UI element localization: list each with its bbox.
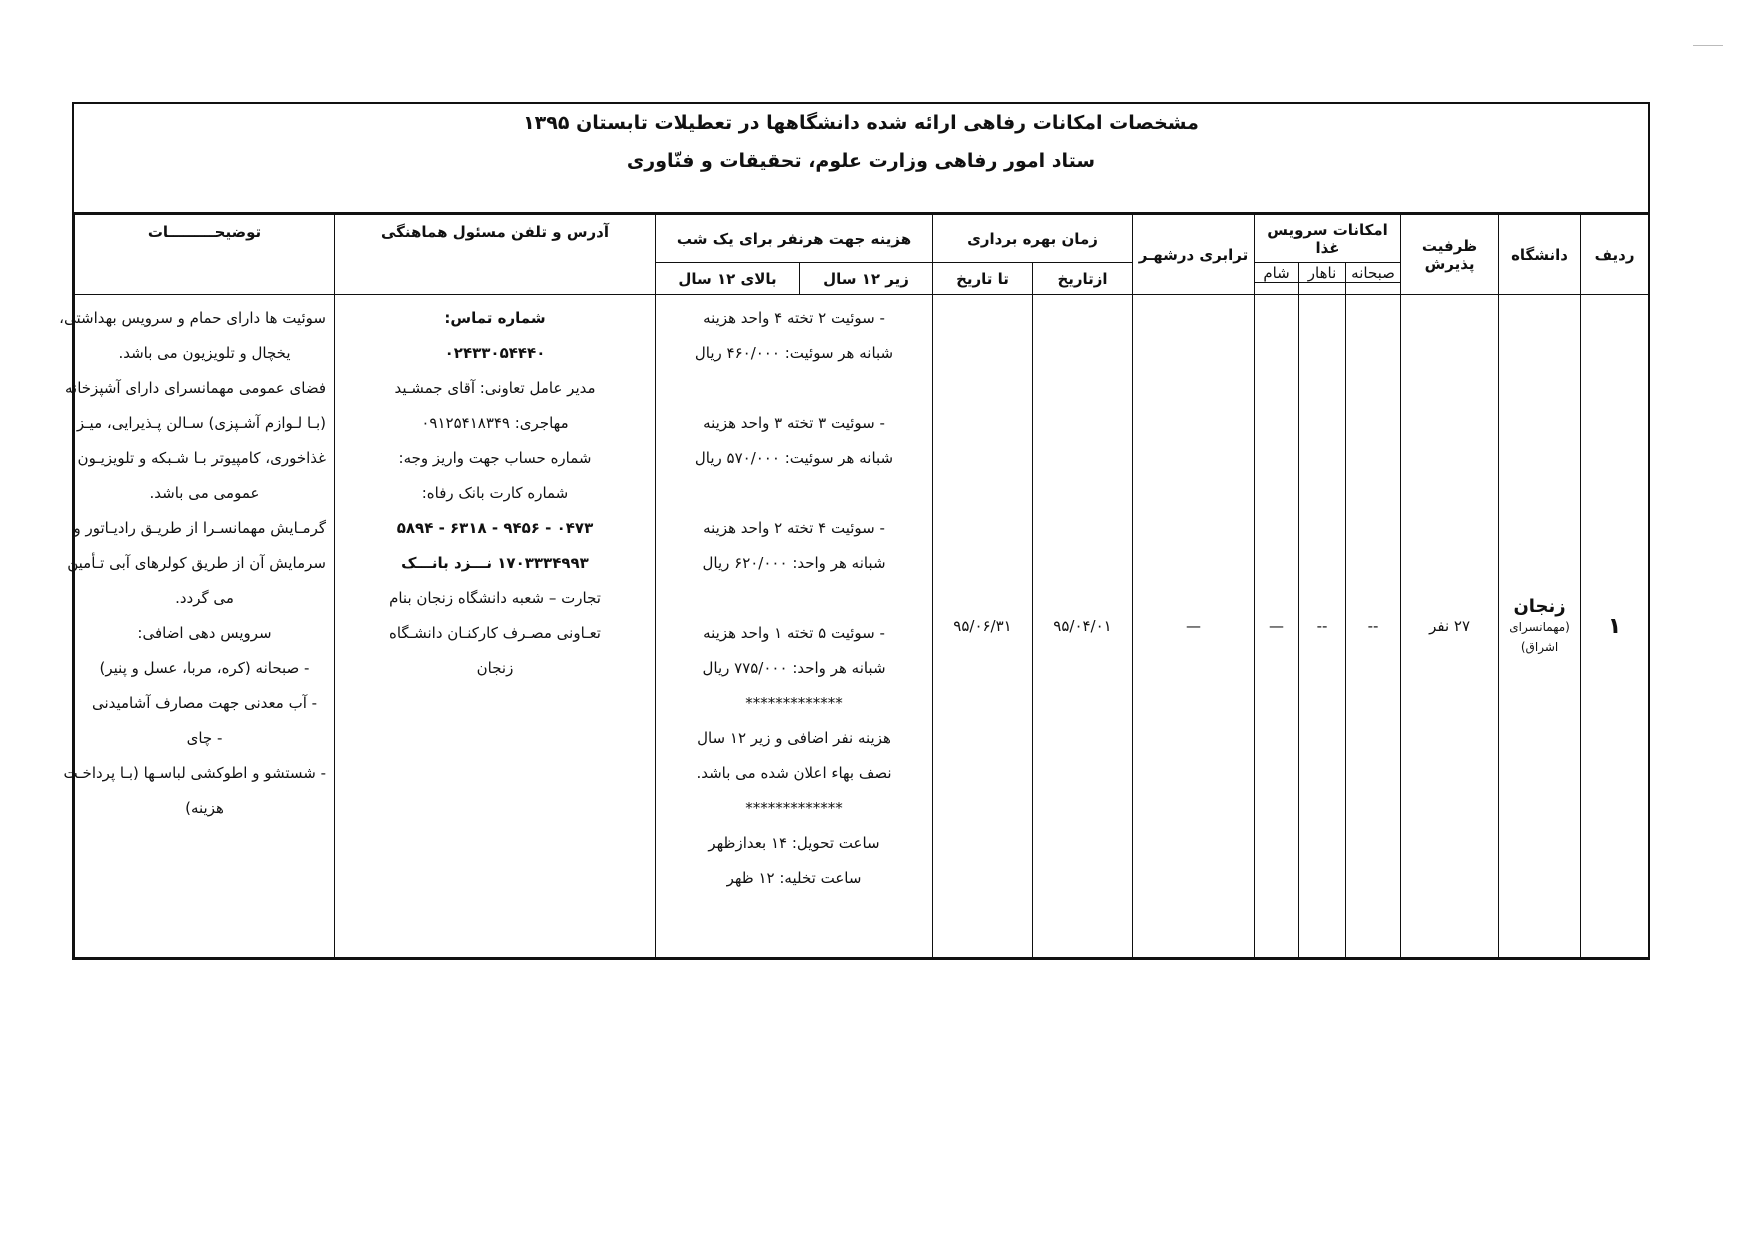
notes-line: می گردد. [175, 589, 234, 607]
header-city-transport: ترابری درشهـر [1133, 215, 1255, 295]
address-line: شماره کارت بانک رفاه: [421, 484, 569, 502]
cell-address [335, 295, 656, 958]
notes-line: گرمـایش مهمانسـرا از طریـق رادیـاتور و [73, 519, 326, 537]
notes-line: هزینه) [185, 799, 224, 817]
header-from-date: ازتاریخ [1033, 263, 1133, 295]
table-row [75, 295, 1649, 958]
university-sub-1: (مهمانسرای [1509, 619, 1570, 634]
cost-line: ساعت تحویل: ۱۴ بعدازظهر [708, 834, 880, 852]
cost-line: - سوئیت ۴ تخته ۲ واحد هزینه [703, 519, 885, 537]
header-food-service: امکانات سرویس غذا [1255, 215, 1401, 263]
cost-line: هزینه نفر اضافی و زیر ۱۲ سال [697, 729, 891, 747]
cost-line: شبانه هر واحد: ۷۷۵/۰۰۰ ریال [702, 659, 886, 677]
notes-line: عمومی می باشد. [149, 484, 260, 502]
cell-to-date: ۹۵/۰۶/۳۱ [933, 295, 1033, 958]
address-line: مهاجری: ۰۹۱۲۵۴۱۸۳۴۹ [421, 414, 569, 432]
notes-line: سوئیت ها دارای حمام و سرویس بهداشتی، [59, 309, 326, 327]
address-line: ۰۲۴۳۳۰۵۴۴۴۰ [444, 344, 546, 362]
cell-dinner: — [1255, 295, 1299, 958]
notes-line: سرویس دهی اضافی: [137, 624, 272, 642]
cell-breakfast: -- [1346, 295, 1401, 958]
cell-lunch: -- [1299, 295, 1346, 958]
header-row-no: ردیف [1581, 215, 1649, 295]
university-sub-2: اشراق) [1520, 639, 1559, 654]
cost-line [664, 371, 924, 406]
address-line: تجارت – شعبه دانشگاه زنجان بنام [389, 589, 601, 607]
header-lunch-spacer [1299, 283, 1346, 295]
cell-from-date: ۹۵/۰۴/۰۱ [1033, 295, 1133, 958]
cost-line: - سوئیت ۵ تخته ۱ واحد هزینه [703, 624, 885, 642]
address-lines [343, 301, 647, 686]
notes-line: فضای عمومی مهمانسرای دارای آشپزخانه [65, 379, 326, 397]
header-row-1 [75, 215, 1649, 263]
header-usage-time: زمان بهره برداری [933, 215, 1133, 263]
cost-line: شبانه هر سوئیت: ۵۷۰/۰۰۰ ریال [694, 449, 894, 467]
row-number: ۱ [1607, 613, 1622, 639]
address-line: زنجان [476, 659, 514, 677]
cost-line: شبانه هر واحد: ۶۲۰/۰۰۰ ریال [702, 554, 886, 572]
cell-row-no [1581, 295, 1649, 958]
cost-lines [664, 301, 924, 896]
header-university: دانشگاه [1499, 215, 1581, 295]
header-cost: هزینه جهت هرنفر برای یک شب [656, 215, 933, 263]
address-line: شماره حساب جهت واریز وجه: [398, 449, 592, 467]
cell-university [1499, 295, 1581, 958]
notes-line: سرمایش آن از طریق کولرهای آبی تـأمین [67, 554, 326, 572]
cost-line: ************* [745, 694, 843, 712]
address-line: شماره تماس: [444, 309, 546, 327]
document-subtitle: ستاد امور رفاهی وزارت علوم، تحقیقات و فنّاوری [626, 150, 1096, 172]
header-capacity: ظرفیت پذیرش [1401, 215, 1499, 295]
document-table-frame [59, 102, 1650, 960]
cost-line: شبانه هر سوئیت: ۴۶۰/۰۰۰ ریال [694, 344, 894, 362]
header-to-date: تا تاریخ [933, 263, 1033, 295]
cost-line: - سوئیت ۳ تخته ۳ واحد هزینه [703, 414, 885, 432]
cell-capacity: ۲۷ نفر [1401, 295, 1499, 958]
address-line: مدیر عامل تعاونی: آقای جمشـید [394, 379, 596, 397]
cost-line [664, 581, 924, 616]
header-notes: توضیحـــــــــات [75, 215, 335, 295]
notes-line: (بـا لـوازم آشـپزی) سـالن پـذیرایی، میـز [76, 414, 326, 432]
cost-line [664, 476, 924, 511]
cell-cost [656, 295, 933, 958]
facilities-table [59, 214, 1649, 958]
address-line: ۰۴۷۳ - ۹۴۵۶ - ۶۳۱۸ - ۵۸۹۴ [396, 519, 594, 537]
header-over-12: بالای ۱۲ سال [656, 263, 800, 295]
notes-line: - چای [186, 729, 223, 747]
notes-line: - شستشو و اطوکشی لباسـها (بـا پرداخـت [63, 764, 326, 782]
notes-line: غذاخوری، کامپیوتر بـا شـبکه و تلویزیـون [77, 449, 326, 467]
title-area [74, 104, 1648, 214]
scan-mark [1693, 45, 1723, 46]
notes-line: - آب معدنی جهت مصارف آشامیدنی [91, 694, 318, 712]
header-dinner: شام [1255, 263, 1299, 283]
cost-line: ************* [745, 799, 843, 817]
notes-line: - صبحانه (کره، مربا، عسل و پنیر) [99, 659, 310, 677]
university-name: زنجان [1513, 595, 1566, 617]
notes-line: یخچال و تلویزیون می باشد. [118, 344, 291, 362]
address-line: تعـاونی مصـرف کارکنـان دانشـگاه [389, 624, 601, 642]
cell-notes [59, 295, 335, 958]
header-under-12: زیر ۱۲ سال [800, 263, 933, 295]
cost-line: - سوئیت ۲ تخته ۴ واحد هزینه [703, 309, 885, 327]
cost-line: نصف بهاء اعلان شده می باشد. [696, 764, 892, 782]
cost-line: ساعت تخلیه: ۱۲ ظهر [726, 869, 862, 887]
header-address: آدرس و تلفن مسئول هماهنگی [335, 215, 656, 295]
header-lunch: ناهار [1299, 263, 1346, 283]
address-line: ۱۷۰۳۳۳۴۹۹۳ نـــزد بانـــک [401, 554, 589, 572]
document-title: مشخصات امکانات رفاهی ارائه شده دانشگاهها در تعطیلات تابستان ۱۳۹۵ [523, 112, 1199, 134]
header-dinner-spacer [1255, 283, 1299, 295]
header-breakfast-spacer [1346, 283, 1401, 295]
cell-city-transport: — [1133, 295, 1255, 958]
header-breakfast: صبحانه [1346, 263, 1401, 283]
notes-lines [59, 301, 326, 826]
